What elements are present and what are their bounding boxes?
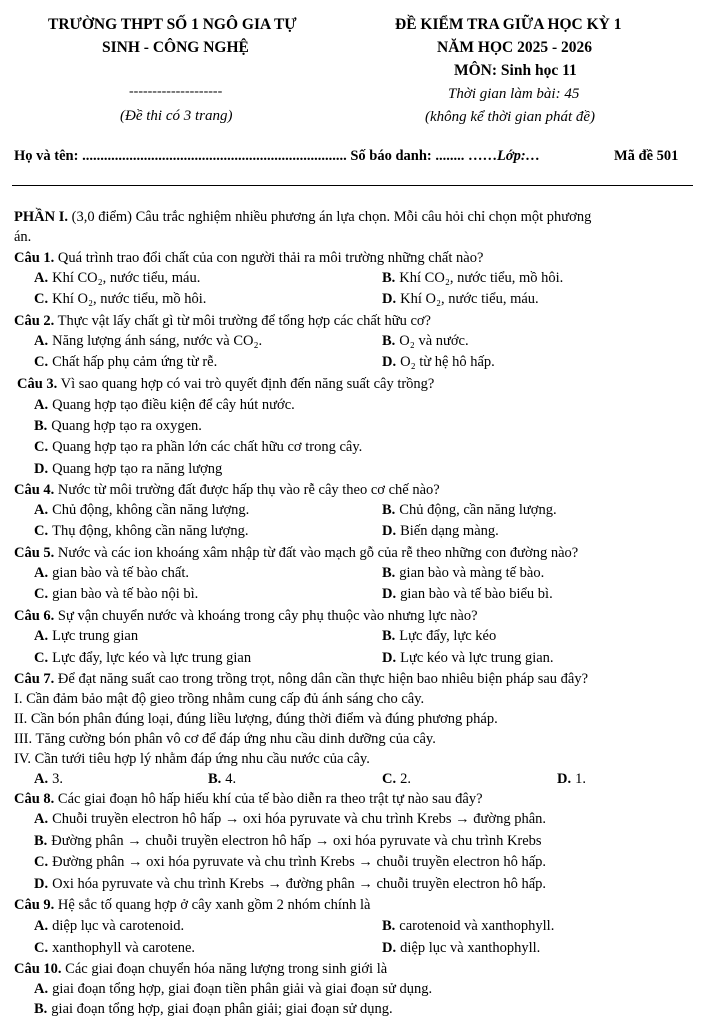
question-number: Câu 3. (17, 376, 58, 392)
part1-heading (14, 209, 591, 226)
option-text: Khí O₂, nước tiểu, mồ hôi. (52, 291, 207, 307)
q2-option-b[interactable] (382, 333, 469, 350)
option-text: Chủ động, cần năng lượng. (399, 502, 557, 518)
q5-option-b[interactable] (382, 565, 544, 582)
option-text: Lực trung gian (52, 628, 139, 644)
q8-option-c[interactable] (34, 854, 546, 871)
class-label: Lớp:… (496, 148, 541, 164)
option-text: gian bào và tế bào chất. (52, 565, 189, 581)
time-note: (không kể thời gian phát đề) (425, 109, 596, 125)
option-letter: A. (34, 333, 49, 349)
question-2 (14, 313, 431, 330)
time-limit: Thời gian làm bài: 45 (448, 86, 580, 102)
option-letter: A. (34, 270, 49, 286)
option-letter: A. (34, 981, 49, 997)
option-text: Khí CO₂, nước tiểu, mồ hôi. (399, 270, 564, 286)
option-letter: D. (34, 461, 49, 477)
q7-option-d[interactable] (557, 771, 586, 788)
q1-option-d[interactable] (382, 291, 539, 308)
option-text: giai đoạn tổng hợp, giai đoạn tiền phân giải và giai đoạn sử dụng. (52, 981, 433, 997)
option-letter: D. (382, 586, 397, 602)
subject-title: MÔN: Sinh học 11 (454, 62, 577, 79)
option-text: O₂ và nước. (399, 333, 469, 349)
option-text: Khí O₂, nước tiểu, máu. (400, 291, 539, 307)
q6-option-b[interactable] (382, 628, 496, 645)
question-1 (14, 250, 483, 267)
q1-option-c[interactable] (34, 291, 206, 308)
part1-desc-cont: án. (14, 229, 32, 245)
option-letter: B. (382, 502, 396, 518)
q3-option-d[interactable] (34, 461, 222, 478)
question-text: Các giai đoạn hô hấp hiếu khí của tế bào diễn ra theo trật tự nào sau đây? (54, 791, 483, 807)
name-dots: ......................................................................... (82, 148, 347, 164)
question-number: Câu 6. (14, 608, 55, 624)
option-letter: D. (382, 940, 397, 956)
option-letter: A. (34, 628, 49, 644)
option-text: Biến dạng màng. (400, 523, 499, 539)
q6-option-d[interactable] (382, 650, 554, 667)
department: SINH - CÔNG NGHỆ (102, 39, 249, 56)
option-text: Đường phân → oxi hóa pyruvate và chu trình Krebs → chuỗi truyền electron hô hấp. (52, 854, 547, 870)
option-letter: B. (382, 628, 396, 644)
option-text: diệp lục và xanthophyll. (400, 940, 541, 956)
q2-option-c[interactable] (34, 354, 217, 371)
option-letter: C. (34, 439, 49, 455)
question-text: Nước từ môi trường đất được hấp thụ vào rễ cây theo cơ chế nào? (54, 482, 440, 498)
option-text: Thụ động, không cần năng lượng. (52, 523, 249, 539)
question-text: Sự vận chuyển nước và khoáng trong cây phụ thuộc vào nhưng lực nào? (54, 608, 478, 624)
option-letter: C. (34, 650, 49, 666)
option-text: Lực đẩy, lực kéo (399, 628, 497, 644)
option-letter: B. (382, 270, 396, 286)
q7-statement-4: IV. Cần tưới tiêu hợp lý nhằm đáp ứng nhu cầu nước của cây. (14, 751, 370, 767)
q7-statement-2: II. Cần bón phân đúng loại, đúng liều lượng, đúng thời điểm và đúng phương pháp. (14, 711, 498, 727)
question-7 (14, 671, 588, 688)
question-9 (14, 897, 370, 914)
student-info-line (14, 148, 540, 165)
question-number: Câu 10. (14, 961, 62, 977)
option-letter: D. (557, 771, 572, 787)
q4-option-a[interactable] (34, 502, 249, 519)
header-divider: -------------------- (129, 84, 223, 99)
q9-option-d[interactable] (382, 940, 540, 957)
question-text: Các giai đoạn chuyển hóa năng lượng trong sinh giới là (61, 961, 388, 977)
option-text: Quang hợp tạo ra phần lớn các chất hữu cơ trong cây. (52, 439, 363, 455)
q7-option-b[interactable] (208, 771, 236, 788)
q7-statement-3: III. Tăng cường bón phân vô cơ để đáp ứng nhu cầu dinh dưỡng của cây. (14, 731, 436, 747)
option-letter: D. (382, 523, 397, 539)
option-letter: A. (34, 397, 49, 413)
q2-option-d[interactable] (382, 354, 495, 371)
question-4 (14, 482, 440, 499)
option-text: gian bào và tế bào biểu bì. (400, 586, 553, 602)
option-letter: C. (34, 354, 49, 370)
option-letter: C. (34, 291, 49, 307)
option-text: Quang hợp tạo ra năng lượng (52, 461, 223, 477)
option-text: Quang hợp tạo ra oxygen. (51, 418, 202, 434)
question-text: Để đạt năng suất cao trong trồng trọt, nông dân cần thực hiện bao nhiêu biện pháp sau đây? (54, 671, 589, 687)
id-label: Số báo danh: (346, 148, 436, 164)
q6-option-a[interactable] (34, 628, 138, 645)
question-text: Quá trình trao đổi chất của con người thải ra môi trường những chất nào? (54, 250, 484, 266)
question-text: Nước và các ion khoáng xâm nhập từ đất vào mạch gỗ của rễ theo những con đường nào? (54, 545, 579, 561)
option-text: O₂ từ hệ hô hấp. (400, 354, 495, 370)
option-letter: D. (382, 354, 397, 370)
q3-option-c[interactable] (34, 439, 362, 456)
option-text: gian bào và màng tế bào. (399, 565, 545, 581)
q4-option-c[interactable] (34, 523, 248, 540)
option-text: 4. (225, 771, 237, 787)
option-text: Lực kéo và lực trung gian. (400, 650, 554, 666)
q3-option-a[interactable] (34, 397, 295, 414)
option-letter: D. (382, 291, 397, 307)
option-letter: C. (34, 523, 49, 539)
exam-title: ĐỀ KIỂM TRA GIỮA HỌC KỲ 1 (395, 16, 622, 33)
q1-option-b[interactable] (382, 270, 563, 287)
q4-option-b[interactable] (382, 502, 557, 519)
option-text: 3. (52, 771, 63, 787)
option-letter: B. (382, 333, 396, 349)
q8-option-b[interactable] (34, 833, 542, 850)
question-number: Câu 2. (14, 313, 55, 329)
q7-option-c[interactable] (382, 771, 411, 788)
option-text: Chuỗi truyền electron hô hấp → oxi hóa pyruvate và chu trình Krebs → đường phân. (52, 811, 547, 827)
option-text: Khí CO₂, nước tiểu, máu. (52, 270, 201, 286)
option-letter: C. (34, 854, 49, 870)
option-text: Chất hấp phụ cảm ứng từ rễ. (52, 354, 218, 370)
q9-option-c[interactable] (34, 940, 195, 957)
question-text: Hệ sắc tố quang hợp ở cây xanh gồm 2 nhóm chính là (54, 897, 371, 913)
option-letter: B. (34, 418, 48, 434)
question-6 (14, 608, 478, 625)
option-letter: A. (34, 918, 49, 934)
question-10 (14, 961, 387, 978)
q9-option-a[interactable] (34, 918, 184, 935)
option-text: giai đoạn tổng hợp, giai đoạn phân giải; giai đoạn sử dụng. (51, 1001, 393, 1017)
option-letter: B. (34, 833, 48, 849)
question-number: Câu 8. (14, 791, 55, 807)
q10-option-a[interactable] (34, 981, 432, 998)
q10-option-b[interactable] (34, 1001, 393, 1018)
question-text: Thực vật lấy chất gì từ môi trường để tổng hợp các chất hữu cơ? (54, 313, 431, 329)
option-letter: C. (382, 771, 397, 787)
option-text: Chủ động, không cần năng lượng. (52, 502, 250, 518)
q1-option-a[interactable] (34, 270, 200, 287)
option-text: Quang hợp tạo điều kiện để cây hút nước. (52, 397, 295, 413)
school-name: TRƯỜNG THPT SỐ 1 NGÔ GIA TỰ (48, 16, 297, 33)
option-letter: B. (208, 771, 222, 787)
option-letter: A. (34, 811, 49, 827)
option-text: 2. (400, 771, 411, 787)
q5-option-d[interactable] (382, 586, 553, 603)
q3-option-b[interactable] (34, 418, 202, 435)
question-number: Câu 5. (14, 545, 55, 561)
school-year: NĂM HỌC 2025 - 2026 (437, 39, 592, 56)
q8-option-d[interactable] (34, 876, 546, 893)
q2-option-a[interactable] (34, 333, 262, 350)
part1-title: PHẦN I. (14, 209, 68, 225)
option-text: xanthophyll và carotene. (52, 940, 196, 956)
question-8 (14, 791, 483, 808)
pages-note: (Đề thi có 3 trang) (120, 108, 233, 124)
option-letter: C. (34, 586, 49, 602)
option-text: carotenoid và xanthophyll. (399, 918, 555, 934)
question-number: Câu 7. (14, 671, 55, 687)
option-letter: A. (34, 565, 49, 581)
option-letter: D. (382, 650, 397, 666)
question-number: Câu 1. (14, 250, 55, 266)
separator-line (12, 185, 693, 186)
option-text: Đường phân → chuỗi truyền electron hô hấp → oxi hóa pyruvate và chu trình Krebs (51, 833, 542, 849)
option-letter: A. (34, 502, 49, 518)
q6-option-c[interactable] (34, 650, 251, 667)
question-5 (14, 545, 578, 562)
name-label: Họ và tên: (14, 148, 83, 164)
option-text: Oxi hóa pyruvate và chu trình Krebs → đường phân → chuỗi truyền electron hô hấp. (52, 876, 547, 892)
question-number: Câu 4. (14, 482, 55, 498)
q9-option-b[interactable] (382, 918, 554, 935)
question-number: Câu 9. (14, 897, 55, 913)
option-letter: B. (382, 565, 396, 581)
id-dots: ........ …… (435, 148, 497, 164)
q5-option-a[interactable] (34, 565, 189, 582)
option-text: gian bào và tế bào nội bì. (52, 586, 199, 602)
option-text: Lực đẩy, lực kéo và lực trung gian (52, 650, 252, 666)
option-letter: D. (34, 876, 49, 892)
option-text: diệp lục và carotenoid. (52, 918, 185, 934)
q8-option-a[interactable] (34, 811, 546, 828)
question-3 (17, 376, 434, 393)
option-text: 1. (575, 771, 586, 787)
q7-option-a[interactable] (34, 771, 63, 788)
option-letter: C. (34, 940, 49, 956)
option-letter: B. (34, 1001, 48, 1017)
part1-desc: (3,0 điểm) Câu trắc nghiệm nhiều phương án lựa chọn. Mỗi câu hỏi chỉ chọn một phương (67, 209, 592, 225)
option-letter: A. (34, 771, 49, 787)
question-text: Vì sao quang hợp có vai trò quyết định đến năng suất cây trồng? (57, 376, 435, 392)
q5-option-c[interactable] (34, 586, 198, 603)
q4-option-d[interactable] (382, 523, 499, 540)
option-text: Năng lượng ánh sáng, nước và CO₂. (52, 333, 263, 349)
q7-statement-1: I. Cần đảm bảo mật độ gieo trồng nhằm cung cấp đủ ánh sáng cho cây. (14, 691, 425, 707)
option-letter: B. (382, 918, 396, 934)
exam-code: Mã đề 501 (614, 148, 679, 164)
